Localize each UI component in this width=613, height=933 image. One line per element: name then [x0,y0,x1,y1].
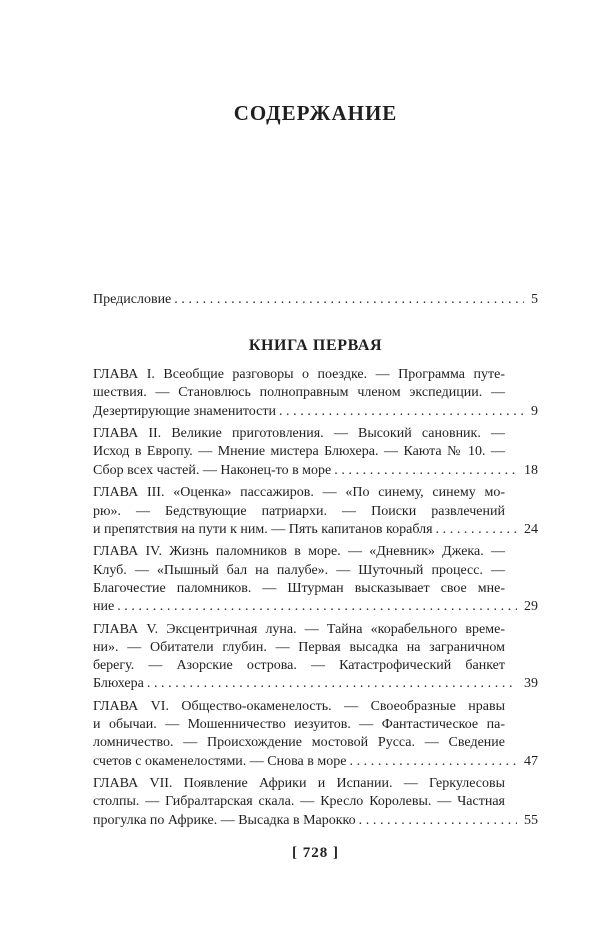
dot-leader [276,403,524,421]
entry-last-line [93,812,538,830]
entry-text: прогулка по Африке. — Высадка в Марокко [93,812,356,828]
entry-line: ГЛАВА I. Всеобщие разговоры о поездке. — Программа путе- [93,367,505,383]
entry-page-number: 47 [524,753,538,769]
toc-entry [93,484,538,539]
entry-line: берегу. — Азорские острова. — Катастрофический банкет [93,658,505,674]
toc-entry [93,425,538,480]
toc-entry [93,366,538,421]
toc-entry [93,543,538,616]
entry-line: столпы. — Гибралтарская скала. — Кресло Королевы. — Частная [93,794,505,810]
entry-line: ГЛАВА VII. Появление Африки и Испании. — Геркулесовы [93,776,505,792]
entry-line: ГЛАВА IV. Жизнь паломников в море. — «Дневник» Джека. — [93,544,505,560]
entry-page-number: 5 [531,292,538,307]
toc-entry [93,621,538,694]
entry-line: ГЛАВА V. Эксцентричная луна. — Тайна «корабельного време- [93,621,505,637]
entry-line: ГЛАВА VI. Общество-окаменелость. — Своеобразные нравы [93,698,505,714]
entry-text: Дезертирующие знаменитости [93,403,276,419]
entry-line: рю». — Бедствующие патриархи. — Поиски развлечений [93,503,505,519]
entry-text: Предисловие [93,292,172,307]
dot-leader [346,753,517,771]
entry-line: ГЛАВА III. «Оценка» пассажиров. — «По синему, синему мо- [93,485,505,501]
page-title: СОДЕРЖАНИЕ [233,101,398,125]
entry-line: ни». — Обитатели глубин. — Первая высадка на заграничном [93,639,505,655]
entry-text: и препятствия на пути к ним. — Пять капитанов корабля [93,521,433,537]
dot-leader [433,521,517,539]
entry-line: Исход в Европу. — Мнение мистера Блюхера. — Каюта № 10. — [93,444,505,460]
entry-text: Сбор всех частей. — Наконец-то в море [93,462,332,478]
entry-last-line [93,753,538,771]
entry-last-line [93,291,538,309]
entry-line: шествия. — Становлюсь полноправным членом экспедиции. — [93,385,505,401]
dot-leader [144,675,517,693]
entry-line: и обычаи. — Мошенничество иезуитов. — Фантастическое па- [93,717,505,733]
entries-slot [93,366,538,830]
toc-entry [93,775,538,830]
entry-text: счетов с окаменелостями. — Снова в море [93,753,347,769]
entry-last-line [93,403,538,421]
entry-page-number: 39 [524,676,538,692]
entry-page-number: 18 [524,462,538,478]
dot-leader [331,462,517,480]
entry-text: Блюхера [93,676,144,692]
entry-line: Благочестие паломников. — Штурман высказывает свое мне- [93,580,505,596]
toc-body [93,291,538,834]
dot-leader [114,598,517,616]
entry-line: ломничество. — Происхождение мостовой Русса. — Сведение [93,735,505,751]
entry-text: ние [93,599,115,614]
page-number-footer: [ 728 ] [292,845,339,861]
toc-entry [93,698,538,771]
entry-page-number: 29 [524,599,538,614]
preface-entry [93,291,538,309]
entry-last-line [93,598,538,616]
dot-leader [356,812,517,830]
entry-line: ГЛАВА II. Великие приготовления. — Высокий сановник. — [93,426,505,442]
preface-slot [93,291,538,309]
entry-page-number: 55 [524,812,538,828]
book-heading: КНИГА ПЕРВАЯ [248,337,383,355]
entry-last-line [93,462,538,480]
entry-last-line [93,675,538,693]
dot-leader [171,291,524,309]
entry-page-number: 24 [524,521,538,537]
entry-page-number: 9 [531,403,538,419]
entry-line: Клуб. — «Пышный бал на палубе». — Шуточный процесс. — [93,562,505,578]
entry-last-line [93,521,538,539]
